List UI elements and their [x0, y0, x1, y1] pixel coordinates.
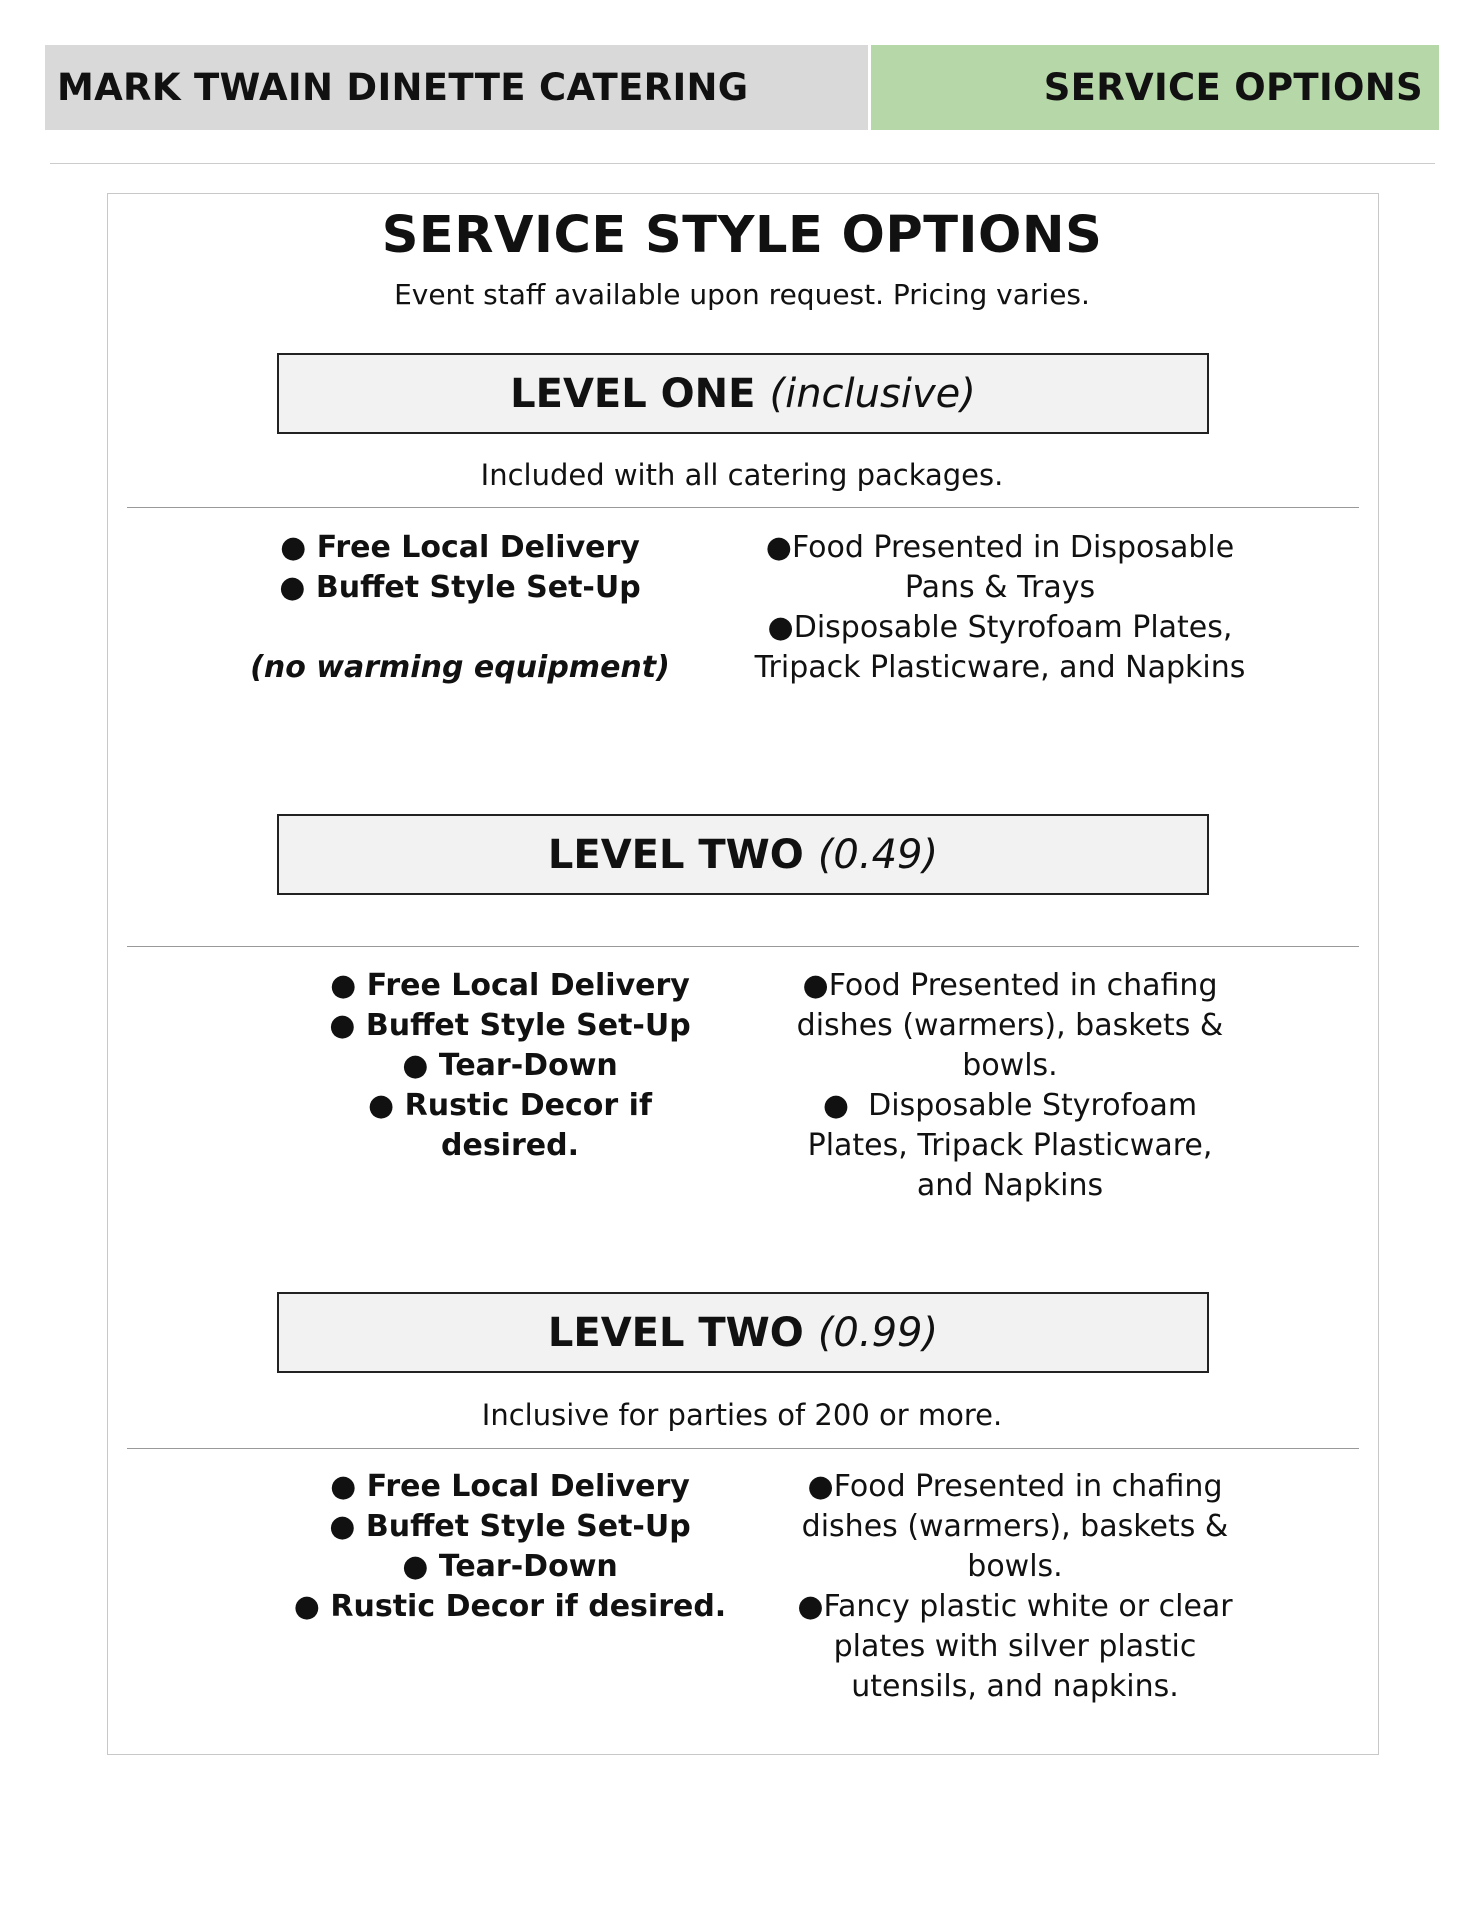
list-item: ●Disposable Styrofoam Plates, Tripack Plasticware, and Napkins	[754, 610, 1246, 685]
header-right-title: SERVICE OPTIONS	[1043, 66, 1423, 109]
level-two-b-presentation-list	[770, 1467, 1260, 1707]
level-two-a-name: LEVEL TWO	[547, 831, 804, 878]
level-two-a-included-list	[280, 966, 740, 1166]
level-one-presentation-list	[735, 528, 1265, 688]
level-two-a-price: (0.49)	[817, 831, 939, 878]
level-two-b-heading-box	[277, 1292, 1209, 1373]
level-two-a-presentation-list	[760, 966, 1260, 1206]
list-item: ● Free Local Delivery	[330, 1469, 690, 1504]
level-one-extra-note: (no warming equipment)	[250, 650, 670, 685]
level-two-b-included-list	[265, 1467, 755, 1627]
list-item: ● Free Local Delivery	[280, 530, 640, 565]
list-item: ● Free Local Delivery	[330, 968, 690, 1003]
list-item: ●Food Presented in chafing dishes (warmers), baskets & bowls.	[796, 968, 1233, 1083]
list-item: ●Food Presented in Disposable Pans & Trays	[765, 530, 1244, 605]
level-one-heading-box	[277, 353, 1209, 434]
level-two-b-price: (0.99)	[817, 1309, 939, 1356]
level-one-price: (inclusive)	[769, 370, 976, 417]
header-divider	[50, 163, 1435, 164]
list-item: ● Disposable Styrofoam Plates, Tripack Plasticware, and Napkins	[807, 1088, 1222, 1203]
list-item: ● Buffet Style Set-Up	[329, 1509, 691, 1544]
list-item: ● Tear-Down	[402, 1048, 618, 1083]
level-one-included-list	[230, 528, 690, 688]
level-two-b-note: Inclusive for parties of 200 or more.	[481, 1398, 1003, 1432]
level-one-note: Included with all catering packages.	[480, 458, 1004, 492]
list-item: ● Rustic Decor if desired.	[367, 1088, 663, 1163]
list-item: ● Tear-Down	[402, 1549, 618, 1584]
list-item: ● Buffet Style Set-Up	[279, 570, 641, 605]
header-left-title: MARK TWAIN DINETTE CATERING	[57, 66, 749, 109]
header-title-block	[45, 45, 868, 130]
level-one-divider	[127, 507, 1359, 508]
level-two-b-name: LEVEL TWO	[547, 1309, 804, 1356]
level-two-a-heading-box	[277, 814, 1209, 895]
list-item: ● Buffet Style Set-Up	[329, 1008, 691, 1043]
list-item: ● Rustic Decor if desired.	[293, 1589, 727, 1624]
page-title: SERVICE STYLE OPTIONS	[381, 206, 1103, 265]
level-one-name: LEVEL ONE	[510, 370, 756, 417]
list-item: ●Fancy plastic white or clear plates with silver plastic utensils, and napkins.	[797, 1589, 1243, 1704]
list-item: ●Food Presented in chafing dishes (warmers), baskets & bowls.	[801, 1469, 1238, 1584]
level-two-b-divider	[127, 1448, 1359, 1449]
header-section-block	[871, 45, 1439, 130]
page-subtitle: Event staff available upon request. Pricing varies.	[394, 278, 1090, 311]
level-two-a-divider	[127, 946, 1359, 947]
